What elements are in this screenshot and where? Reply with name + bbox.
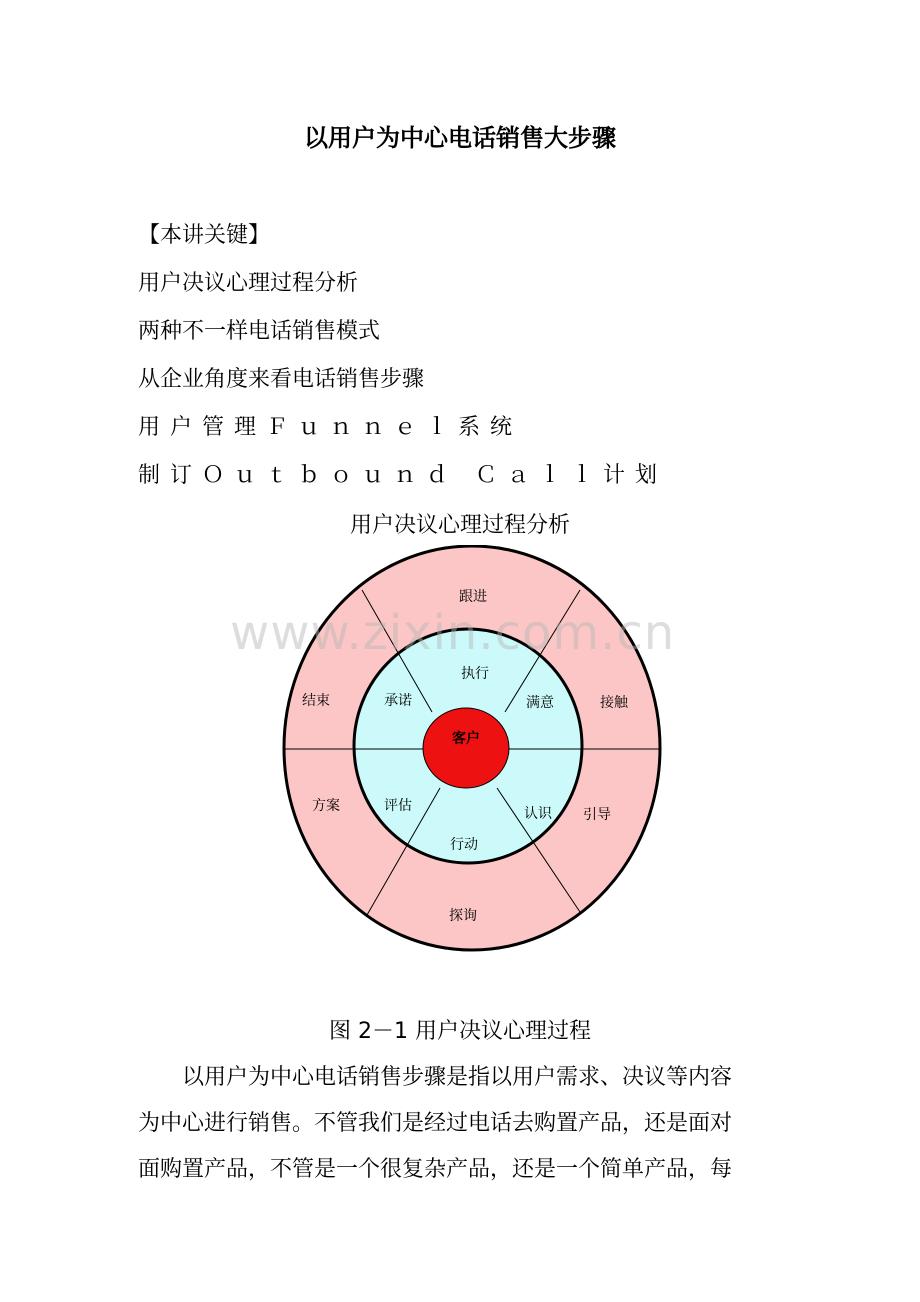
paragraph-line-1: 以用户为中心电话销售步骤是指以用户需求、决议等内容 xyxy=(182,1065,733,1090)
key-point-3: 从企业角度来看电话销售步骤 xyxy=(138,367,425,392)
inner-label-satisfied: 满意 xyxy=(526,695,554,711)
outer-label-close: 结束 xyxy=(302,693,330,709)
outer-label-follow-up: 跟进 xyxy=(459,589,487,605)
outer-label-guide: 引导 xyxy=(583,807,611,823)
section-heading: 用户决议心理过程分析 xyxy=(349,513,570,538)
key-point-2: 两种不一样电话销售模式 xyxy=(138,319,381,344)
key-point-1: 用户决议心理过程分析 xyxy=(138,271,359,296)
key-points-header: 【本讲关键】 xyxy=(138,223,271,248)
document-title: 以用户为中心电话销售大步骤 xyxy=(304,124,616,152)
center-label: 客户 xyxy=(452,731,480,747)
outer-label-proposal: 方案 xyxy=(312,798,340,814)
watermark: www.zixin.com.cn xyxy=(230,605,676,661)
inner-label-execute: 执行 xyxy=(461,666,489,682)
paragraph-line-2: 为中心进行销售。不管我们是经过电话去购置产品，还是面对 xyxy=(138,1111,733,1136)
inner-label-action: 行动 xyxy=(450,837,478,853)
key-point-4: 用户管理Ｆｕｎｎｅｌ系统 xyxy=(138,415,523,440)
paragraph-line-3: 面购置产品，不管是一个很复杂产品，还是一个简单产品，每 xyxy=(138,1157,733,1182)
outer-label-contact: 接触 xyxy=(600,695,628,711)
figure-caption: 图 2－1 用户决议心理过程 xyxy=(329,1019,591,1044)
inner-label-commit: 承诺 xyxy=(384,693,412,709)
body-paragraph xyxy=(138,1055,818,1193)
outer-label-probe: 探询 xyxy=(449,908,477,924)
inner-label-recognize: 认识 xyxy=(524,806,552,822)
inner-label-evaluate: 评估 xyxy=(384,798,412,814)
center-circle xyxy=(423,708,509,788)
key-point-5: 制订Ｏｕｔｂｏｕｎｄ Ｃａｌｌ计划 xyxy=(138,463,667,488)
